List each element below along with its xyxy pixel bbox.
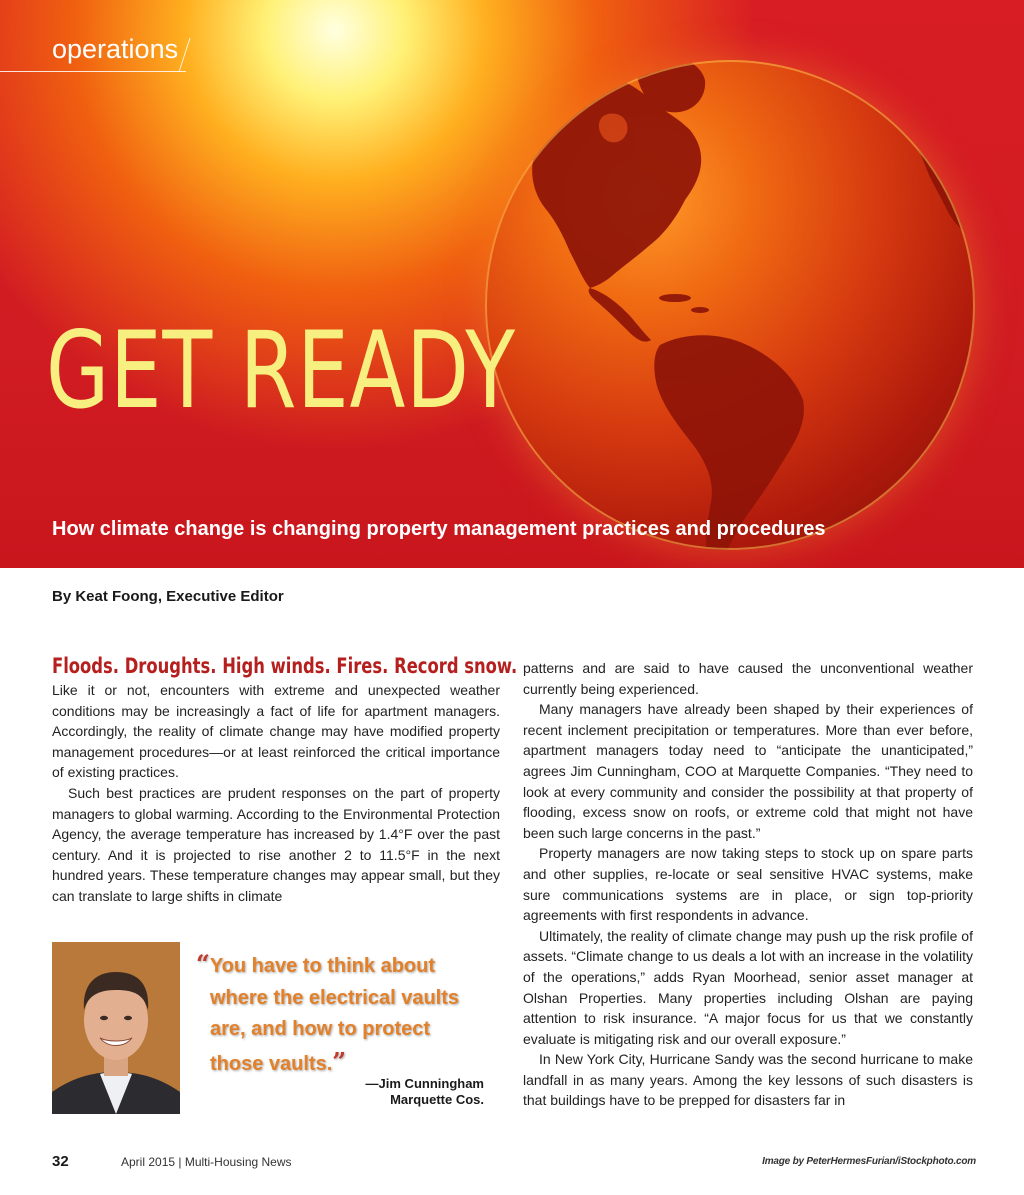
paragraph: Like it or not, encounters with extreme and unexpected weather conditions may be increasingly a fact of life for apartment managers. Accordingly, the reality of climate change may have modified property management procedures—or at least reinforced the critical importance of existing practices. xyxy=(52,682,500,781)
pull-quote-line: where the electrical vaults xyxy=(210,986,460,1009)
pull-quote-line: are, and how to protect xyxy=(210,1018,431,1040)
paragraph: patterns and are said to have caused the unconventional weather currently being experienced. xyxy=(523,660,973,697)
hero-banner xyxy=(0,0,1024,568)
continents-graphic xyxy=(485,60,975,550)
paragraph: Such best practices are prudent responses on the part of property managers to global warming. According to the Environmental Protection Agency, the average temperature has increased by 1.4°F over the past century. And it is projected to rise another 2 to 11.5°F in the next hundred years. These temperature changes may appear small, but they can translate to large shifts in climate xyxy=(52,784,500,904)
section-tag xyxy=(0,30,190,72)
paragraph: Ultimately, the reality of climate change may push up the risk profile of assets. “Climate change to us deals a lot with an increase in the volatility of the operations,” adds Ryan Moorhead, senior asset manager at Olshan Properties. Many properties including Olshan are paying attention to risk insurance. “A major focus for us that we constantly evaluate is mitigating risk and our overall exposure.” xyxy=(523,927,973,1047)
portrait-graphic xyxy=(52,942,180,1114)
globe-illustration xyxy=(485,60,975,550)
portrait-photo xyxy=(52,942,180,1114)
pull-quote xyxy=(196,948,496,1080)
section-tag-label: operations xyxy=(52,34,179,64)
pull-quote-line xyxy=(196,1046,496,1081)
attribution-name: —Jim Cunningham xyxy=(365,1076,484,1091)
paragraph: Many managers have already been shaped by their experiences of recent inclement precipitation or temperatures. More than ever before, apartment managers today need to “anticipate the unanticipated,” agrees Jim Cunningham, COO at Marquette Companies. “They need to look at every community and consider the possibility at that property of flooding, excess snow on roofs, or extreme cold that might not have been such large concerns in the past.” xyxy=(523,701,973,841)
close-quote-mark: ” xyxy=(332,1046,347,1076)
pull-quote-attribution xyxy=(366,1076,484,1108)
article-column-left xyxy=(52,680,500,907)
section-tag-rule xyxy=(0,71,186,72)
byline: By Keat Foong, Executive Editor xyxy=(52,588,284,605)
image-credit: Image by PeterHermesFurian/iStockphoto.com xyxy=(762,1156,976,1167)
lead-in-heading: Floods. Droughts. High winds. Fires. Record snow. xyxy=(52,654,518,678)
open-quote-mark: “ xyxy=(196,949,210,978)
deck-subtitle: How climate change is changing property management practices and procedures xyxy=(52,518,826,540)
attribution-org: Marquette Cos. xyxy=(390,1092,484,1107)
paragraph: Property managers are now taking steps to stock up on spare parts and other supplies, re-locate or seal sensitive HVAC systems, make sure communications systems are in place, or sign top-priority agreements with first respondents in advance. xyxy=(523,845,973,924)
page-number: 32 xyxy=(52,1153,69,1170)
pull-quote-text: those vaults. xyxy=(210,1052,333,1075)
section-tag-slash xyxy=(178,38,190,72)
paragraph: In New York City, Hurricane Sandy was the second hurricane to make landfall in as many years. Among the key lessons of such disasters is that buildings have to be prepped for disasters far in xyxy=(523,1051,973,1109)
headline: GET READY xyxy=(46,309,516,432)
article-column-right xyxy=(523,658,973,1111)
pull-quote-line xyxy=(196,948,496,983)
pull-quote-text: You have to think about xyxy=(209,955,435,977)
publication-info: April 2015 | Multi-Housing News xyxy=(121,1155,292,1169)
